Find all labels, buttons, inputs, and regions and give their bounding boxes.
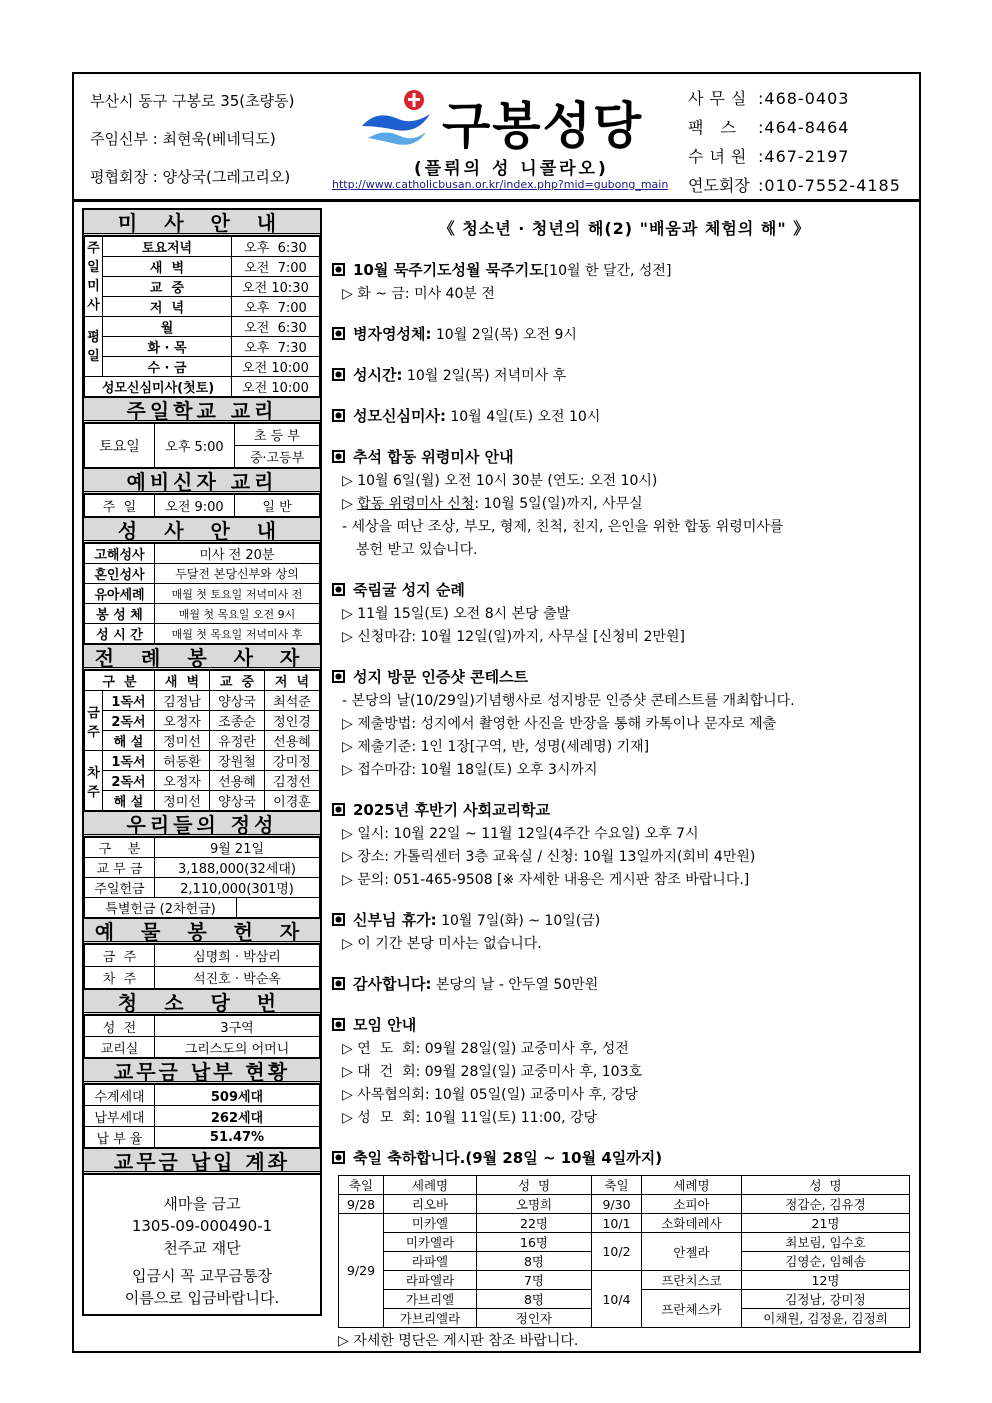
minister: 양상국 bbox=[210, 791, 265, 811]
sacrament-info: 매월 첫 목요일 저녁미사 후 bbox=[155, 624, 320, 644]
dues-label: 수계세대 bbox=[85, 1085, 155, 1106]
mass-time: 오전 10:00 bbox=[232, 357, 320, 377]
column-header: 성 명 bbox=[742, 1176, 910, 1195]
minister: 이경훈 bbox=[265, 791, 320, 811]
role: 해 설 bbox=[103, 731, 155, 751]
bullet-square-icon bbox=[332, 327, 345, 340]
mass-name: 교 중 bbox=[103, 277, 232, 297]
person-names: 16명 bbox=[477, 1233, 592, 1252]
weekday-mass-label: 평일 bbox=[85, 317, 103, 377]
saint-name: 미카엘 bbox=[384, 1214, 477, 1233]
mass-name: 화 · 목 bbox=[103, 337, 232, 357]
sunday-mass-label: 주일미사 bbox=[85, 237, 103, 317]
minister: 오정자 bbox=[155, 771, 210, 791]
sunday-school-title: 주일학교 교리 bbox=[84, 397, 320, 423]
gifts-title: 예 물 봉 헌 자 bbox=[84, 918, 320, 944]
donor-names: 심명희 · 박삼리 bbox=[155, 945, 320, 967]
dues-title: 교무금 납부 현황 bbox=[84, 1058, 320, 1084]
column-header: 세례명 bbox=[384, 1176, 477, 1195]
offering-table bbox=[84, 837, 320, 918]
bullet-square-icon bbox=[332, 263, 345, 276]
mass-schedule-table bbox=[84, 236, 320, 397]
church-address: 부산시 동구 구봉로 35(초량동) bbox=[90, 92, 295, 110]
week-label: 금 주 bbox=[85, 945, 155, 967]
sunday-school-table bbox=[84, 423, 320, 468]
announcement-pastor-vacation: 신부님 휴가: 10월 7일(화) ~ 10일(금) ▷ 이 기간 본당 미사는 없습니다. bbox=[332, 909, 917, 956]
announcement-rosary: 10월 묵주기도성월 묵주기도[10월 한 달간, 성전] ▷ 화 ~ 금: 미사 40분 전 bbox=[332, 259, 917, 306]
account-title: 교무금 납입 계좌 bbox=[84, 1148, 320, 1174]
mass-time: 오전 10:00 bbox=[232, 377, 320, 397]
person-names: 8명 bbox=[477, 1252, 592, 1271]
bullet-square-icon bbox=[332, 450, 345, 463]
saint-name: 라파엘 bbox=[384, 1252, 477, 1271]
dues-value: 509세대 bbox=[155, 1085, 320, 1106]
dues-value: 51.47% bbox=[155, 1127, 320, 1148]
theme-title: 《 청소년 · 청년의 해(2) "배움과 체험의 해" 》 bbox=[438, 219, 811, 238]
place-label: 교리실 bbox=[85, 1037, 155, 1058]
mass-time: 오후 7:00 bbox=[232, 297, 320, 317]
saint-name: 리오바 bbox=[384, 1195, 477, 1214]
announcement-photo-contest: 성지 방문 인증샷 콘테스트 - 본당의 날(10/29일)기념행사로 성지방문 인증샷 콘테스트를 개최합니다. ▷ 제출방법: 성지에서 촬영한 사진을 반장을 통해 카톡이나 문자로 제출 ▷ 제출기준: 1인 1장[구역, 반, 성명(세례명) 기재] ▷ 접수마감: 10월 18일(토) 오후 3시까지 bbox=[332, 666, 917, 782]
role: 1독서 bbox=[103, 691, 155, 711]
person-names: 21명 bbox=[742, 1214, 910, 1233]
mass-time: 오전 6:30 bbox=[232, 317, 320, 337]
saint-name: 가브리엘 bbox=[384, 1290, 477, 1309]
church-logo-icon bbox=[356, 88, 436, 148]
offering-label: 교 무 금 bbox=[85, 858, 155, 878]
person-names: 12명 bbox=[742, 1271, 910, 1290]
sacraments-title: 성 사 안 내 bbox=[84, 517, 320, 543]
account-holder: 천주교 재단 bbox=[163, 1239, 241, 1257]
bullet-square-icon bbox=[332, 803, 345, 816]
announcement-sick-communion: 병자영성체: 10월 2일(목) 오전 9시 bbox=[332, 323, 917, 347]
sacrament-info: 두달전 본당신부와 상의 bbox=[155, 564, 320, 584]
class-time: 오전 9:00 bbox=[155, 495, 235, 517]
person-names: 22명 bbox=[477, 1214, 592, 1233]
offering-label: 주일헌금 bbox=[85, 878, 155, 898]
mass-name: 새 벽 bbox=[103, 257, 232, 277]
minister: 강미정 bbox=[265, 751, 320, 771]
feast-date: 10/1 bbox=[592, 1214, 642, 1233]
feast-date: 9/28 bbox=[339, 1195, 384, 1214]
saint-name: 가브리엘라 bbox=[384, 1309, 477, 1328]
feast-date: 10/4 bbox=[592, 1271, 642, 1328]
mass-name: 월 bbox=[103, 317, 232, 337]
offering-title: 우리들의 정성 bbox=[84, 811, 320, 837]
saint-name: 소화데레사 bbox=[642, 1214, 742, 1233]
feast-note: ▷ 자세한 명단은 게시판 참조 바랍니다. bbox=[338, 1333, 579, 1349]
week-label: 차 주 bbox=[85, 967, 155, 989]
mass-name: 성모신심미사(첫토) bbox=[85, 377, 232, 397]
cleaning-group: 3구역 bbox=[155, 1016, 320, 1037]
saint-name: 미카엘라 bbox=[384, 1233, 477, 1252]
person-names: 최보림, 임수호 bbox=[742, 1233, 910, 1252]
bullet-square-icon bbox=[332, 368, 345, 381]
column-header: 구 분 bbox=[85, 671, 155, 691]
column-header: 세례명 bbox=[642, 1176, 742, 1195]
contact-office: 사무실 :468-0403 bbox=[688, 89, 850, 108]
class-time: 오후 5:00 bbox=[155, 424, 235, 468]
contact-convent: 수녀원 :467-2197 bbox=[688, 147, 850, 166]
minister: 조종순 bbox=[210, 711, 265, 731]
announcement-thanks: 감사합니다: 본당의 날 - 안두열 50만원 bbox=[332, 973, 917, 997]
saint-name: 프란체스카 bbox=[642, 1290, 742, 1328]
contact-fax: 팩 스 :464-8464 bbox=[688, 118, 850, 137]
role: 2독서 bbox=[103, 711, 155, 731]
person-names: 김영순, 임혜솜 bbox=[742, 1252, 910, 1271]
sacrament-info: 매월 첫 목요일 오전 9시 bbox=[155, 604, 320, 624]
account-info bbox=[84, 1174, 320, 1314]
cleaning-table bbox=[84, 1015, 320, 1058]
minister: 김정선 bbox=[265, 771, 320, 791]
mass-time: 오후 7:30 bbox=[232, 337, 320, 357]
minister: 유정란 bbox=[210, 731, 265, 751]
minister: 오정자 bbox=[155, 711, 210, 731]
bullet-square-icon bbox=[332, 670, 345, 683]
catechumen-table bbox=[84, 494, 320, 517]
ministers-title: 전 례 봉 사 자 bbox=[84, 644, 320, 670]
place-label: 성 전 bbox=[85, 1016, 155, 1037]
class-day: 토요일 bbox=[85, 424, 155, 468]
offering-value: 2,110,000(301명) bbox=[155, 878, 320, 898]
person-names: 이채원, 김정윤, 김정희 bbox=[742, 1309, 910, 1328]
church-patron: (플뤼의 성 니콜라오) bbox=[414, 159, 609, 179]
bullet-square-icon bbox=[332, 583, 345, 596]
column-header: 새 벽 bbox=[155, 671, 210, 691]
special-offering-label: 특별헌금 (2차헌금) bbox=[85, 898, 237, 918]
feast-date: 10/2 bbox=[592, 1233, 642, 1271]
cleaning-group: 그리스도의 어머니 bbox=[155, 1037, 320, 1058]
mass-schedule-title: 미 사 안 내 bbox=[84, 210, 320, 236]
announcement-feast-days: 축일 축하합니다.(9월 28일 ~ 10월 4일까지) bbox=[332, 1147, 917, 1171]
offering-value: 3,188,000(32세대) bbox=[155, 858, 320, 878]
class-group: 중·고등부 bbox=[235, 446, 320, 468]
minister: 선용혜 bbox=[265, 731, 320, 751]
minister: 최석준 bbox=[265, 691, 320, 711]
class-day: 주 일 bbox=[85, 495, 155, 517]
saint-name: 소피아 bbox=[642, 1195, 742, 1214]
sacrament-info: 매월 첫 토요일 저녁미사 전 bbox=[155, 584, 320, 604]
sacrament-name: 성 시 간 bbox=[85, 624, 155, 644]
account-number: 1305-09-000490-1 bbox=[131, 1217, 273, 1235]
minister: 허동환 bbox=[155, 751, 210, 771]
bullet-square-icon bbox=[332, 977, 345, 990]
bank-name: 새마을 금고 bbox=[163, 1195, 241, 1213]
minister: 정미선 bbox=[155, 791, 210, 811]
mass-time: 오전 7:00 bbox=[232, 257, 320, 277]
donor-names: 석진호 · 박순옥 bbox=[155, 967, 320, 989]
saint-name: 라파엘라 bbox=[384, 1271, 477, 1290]
church-name: 구봉성당 bbox=[442, 97, 644, 155]
person-names: 정갑순, 김유경 bbox=[742, 1195, 910, 1214]
announcement-social-doctrine: 2025년 후반기 사회교리학교 ▷ 일시: 10월 22일 ~ 11월 12일(4주간 수요일) 오후 7시 ▷ 장소: 가톨릭센터 3층 교육실 / 신청: 10월 13일까지(회비 4만원) ▷ 문의: 051-465-9508 [※ 자세한 내용은 게시판 참조 바랍니다.] bbox=[332, 799, 917, 892]
mass-name: 수 · 금 bbox=[103, 357, 232, 377]
minister: 김정남 bbox=[155, 691, 210, 711]
church-website-link[interactable]: http://www.catholicbusan.or.kr/index.php?mid=gubong_main bbox=[332, 178, 669, 191]
feast-date: 9/30 bbox=[592, 1195, 642, 1214]
class-group: 초 등 부 bbox=[235, 424, 320, 446]
column-header: 성 명 bbox=[477, 1176, 592, 1195]
bulletin-header bbox=[74, 74, 919, 202]
gifts-table bbox=[84, 944, 320, 989]
role: 1독서 bbox=[103, 751, 155, 771]
sacraments-table bbox=[84, 543, 320, 644]
pastor-name: 주임신부 : 최현욱(베네딕도) bbox=[90, 130, 276, 148]
column-header: 축일 bbox=[339, 1176, 384, 1195]
minister: 장원철 bbox=[210, 751, 265, 771]
mass-name: 저 녁 bbox=[103, 297, 232, 317]
account-note: 이름으로 입금바랍니다. bbox=[124, 1289, 280, 1307]
bullet-square-icon bbox=[332, 409, 345, 422]
minister: 정인경 bbox=[265, 711, 320, 731]
left-sidebar bbox=[82, 208, 322, 1316]
column-header: 축일 bbox=[592, 1176, 642, 1195]
person-names: 7명 bbox=[477, 1271, 592, 1290]
sacrament-name: 봉 성 체 bbox=[85, 604, 155, 624]
bulletin-page bbox=[72, 72, 921, 1353]
role: 2독서 bbox=[103, 771, 155, 791]
offering-label: 구 분 bbox=[85, 838, 155, 858]
offering-value: 9월 21일 bbox=[155, 838, 320, 858]
catechumen-title: 예비신자 교리 bbox=[84, 468, 320, 494]
person-names: 정인자 bbox=[477, 1309, 592, 1328]
ministers-table bbox=[84, 670, 320, 811]
saint-name: 안젤라 bbox=[642, 1233, 742, 1271]
mass-name: 토요저녁 bbox=[103, 237, 232, 257]
bullet-square-icon bbox=[332, 913, 345, 926]
sacrament-name: 혼인성사 bbox=[85, 564, 155, 584]
person-names: 8명 bbox=[477, 1290, 592, 1309]
role: 해 설 bbox=[103, 791, 155, 811]
dues-label: 납 부 율 bbox=[85, 1127, 155, 1148]
announcements bbox=[332, 208, 917, 1350]
dues-table bbox=[84, 1084, 320, 1148]
account-note: 입금시 꼭 교무금통장 bbox=[132, 1267, 272, 1285]
sacrament-name: 고해성사 bbox=[85, 544, 155, 564]
announcement-marian-mass: 성모신심미사: 10월 4일(토) 오전 10시 bbox=[332, 405, 917, 429]
contact-yeondo: 연도회장 :010-7552-4185 bbox=[688, 176, 901, 195]
column-header: 교 중 bbox=[210, 671, 265, 691]
week-label: 금주 bbox=[85, 691, 103, 751]
feast-date: 9/29 bbox=[339, 1214, 384, 1328]
dues-value: 262세대 bbox=[155, 1106, 320, 1127]
announcement-meetings: 모임 안내 ▷ 연 도 회: 09월 28일(일) 교중미사 후, 성전 ▷ 대 건 회: 09월 28일(일) 교중미사 후, 103호 ▷ 사목협의회: 10월 05일(일) 교중미사 후, 강당 ▷ 성 모 회: 10월 11일(토) 11:00, 강당 bbox=[332, 1014, 917, 1130]
mass-time: 오전 10:30 bbox=[232, 277, 320, 297]
special-offering-value bbox=[237, 898, 320, 918]
bullet-square-icon bbox=[332, 1151, 345, 1164]
week-label: 차주 bbox=[85, 751, 103, 811]
sacrament-info: 미사 전 20분 bbox=[155, 544, 320, 564]
person-names: 김정남, 강미정 bbox=[742, 1290, 910, 1309]
announcement-pilgrimage: 죽림굴 성지 순례 ▷ 11월 15일(토) 오전 8시 본당 출발 ▷ 신청마감: 10월 12일(일)까지, 사무실 [신청비 2만원] bbox=[332, 579, 917, 649]
column-header: 저 녁 bbox=[265, 671, 320, 691]
dues-label: 납부세대 bbox=[85, 1106, 155, 1127]
minister: 양상국 bbox=[210, 691, 265, 711]
feast-day-table bbox=[338, 1175, 910, 1328]
minister: 정미선 bbox=[155, 731, 210, 751]
minister: 선용혜 bbox=[210, 771, 265, 791]
class-group: 일 반 bbox=[235, 495, 320, 517]
person-names: 오명희 bbox=[477, 1195, 592, 1214]
saint-name: 프란치스코 bbox=[642, 1271, 742, 1290]
sacrament-name: 유아세례 bbox=[85, 584, 155, 604]
announcement-holy-hour: 성시간: 10월 2일(목) 저녁미사 후 bbox=[332, 364, 917, 388]
cleaning-title: 청 소 당 번 bbox=[84, 989, 320, 1015]
mass-time: 오후 6:30 bbox=[232, 237, 320, 257]
council-president: 평협회장 : 양상국(그레고리오) bbox=[90, 168, 291, 186]
announcement-chuseok-mass: 추석 합동 위령미사 안내 ▷ 10월 6일(월) 오전 10시 30분 (연도: 오전 10시) ▷ 합동 위령미사 신청: 10월 5일(일)까지, 사무실 - 세상을 떠난 조상, 부모, 형제, 친척, 친지, 은인을 위한 합동 위령미사를 봉헌 받고 있습니다. bbox=[332, 446, 917, 562]
bullet-square-icon bbox=[332, 1018, 345, 1031]
